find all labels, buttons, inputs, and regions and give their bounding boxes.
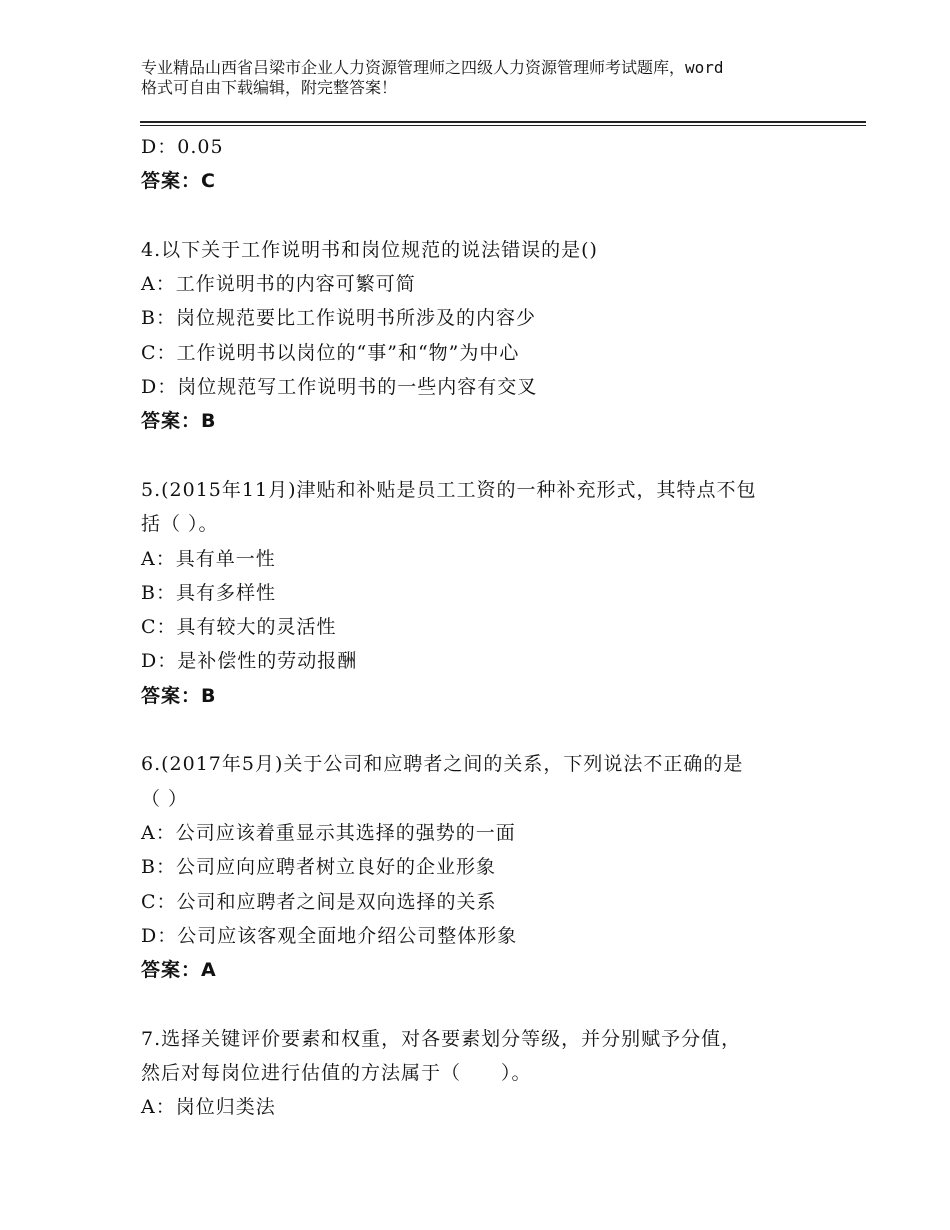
question-stem-line-1: 5.(2015年11月)津贴和补贴是员工工资的一种补充形式，其特点不包 <box>141 478 757 501</box>
option-b: B：具有多样性 <box>141 581 276 604</box>
prev-option-d: D：0.05 <box>141 136 224 158</box>
answer: 答案：B <box>141 410 217 433</box>
header-line-2: 格式可自由下载编辑，附完整答案！ <box>141 78 398 97</box>
question-block <box>141 473 831 713</box>
page-header <box>141 58 841 98</box>
spacer <box>141 713 831 747</box>
header-line-1: 专业精品山西省吕梁市企业人力资源管理师之四级人力资源管理师考试题库，word <box>141 58 724 77</box>
option-d: D：是补偿性的劳动报酬 <box>141 650 358 673</box>
spacer <box>141 439 831 473</box>
header-rule-thick <box>140 121 866 123</box>
question-block <box>141 747 831 987</box>
question-stem-line-2: 然后对每岗位进行估值的方法属于（ ）。 <box>141 1062 532 1085</box>
spacer <box>141 987 831 1021</box>
question-stem: 4.以下关于工作说明书和岗位规范的说法错误的是() <box>141 238 598 261</box>
option-c: C：具有较大的灵活性 <box>141 616 337 639</box>
option-a: A：工作说明书的内容可繁可简 <box>141 273 416 296</box>
option-c: C：公司和应聘者之间是双向选择的关系 <box>141 890 497 913</box>
option-a: A：岗位归类法 <box>141 1096 276 1119</box>
spacer <box>141 199 831 233</box>
option-d: D：岗位规范写工作说明书的一些内容有交叉 <box>141 376 538 399</box>
option-b: B：岗位规范要比工作说明书所涉及的内容少 <box>141 307 536 330</box>
option-b: B：公司应向应聘者树立良好的企业形象 <box>141 856 496 879</box>
option-c: C：工作说明书以岗位的“事”和“物”为中心 <box>141 341 520 364</box>
option-a: A：公司应该着重显示其选择的强势的一面 <box>141 821 516 844</box>
question-block <box>141 233 831 439</box>
header-rule-thin <box>140 125 866 126</box>
question-stem-line-2: 括（ ）。 <box>141 513 219 536</box>
question-block <box>141 1022 831 1125</box>
question-stem-line-1: 6.(2017年5月)关于公司和应聘者之间的关系，下列说法不正确的是 <box>141 753 744 776</box>
question-stem-line-2: （ ） <box>141 787 189 810</box>
answer: 答案：A <box>141 959 217 982</box>
option-d: D：公司应该客观全面地介绍公司整体形象 <box>141 924 518 947</box>
prev-answer: 答案：C <box>141 170 216 193</box>
document-body <box>141 130 831 1125</box>
option-a: A：具有单一性 <box>141 547 276 570</box>
question-stem-line-1: 7.选择关键评价要素和权重，对各要素划分等级，并分别赋予分值， <box>141 1027 742 1050</box>
answer: 答案：B <box>141 684 217 707</box>
